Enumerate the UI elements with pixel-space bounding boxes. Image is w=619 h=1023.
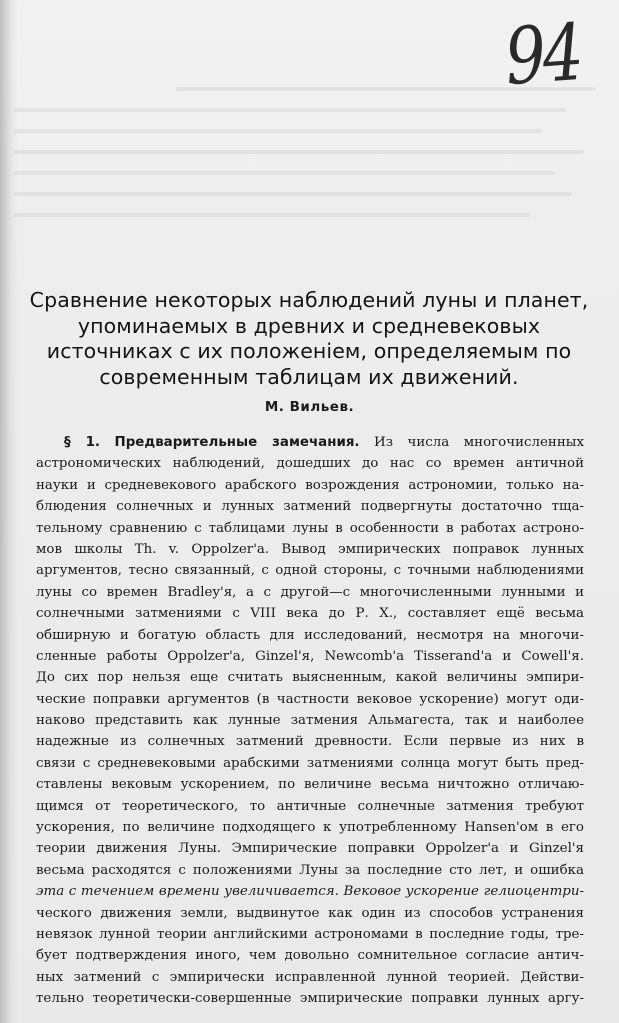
body-line: астрономических наблюдений, дошедших до нас со времен античной [36,456,584,472]
handwritten-page-number: 94 [501,8,583,104]
body-line-text: Из числа многочисленных [374,435,584,450]
author: М. Вильев. [264,399,355,415]
body-line: обширную и богатую область для исследований, несмотря на многочи- [36,627,584,643]
body-line: ставлены вековым ускорением, по величине весьма ничтожно отличаю- [36,777,584,793]
section-heading: Предварительные замечания. [114,435,360,450]
body-line: тельно теоретически-совершенные эмпирические поправки лунных аргу- [36,991,584,1007]
body-line [36,432,584,453]
body-line: щимся от теоретического, то античные солнечные затмения требуют [36,798,584,814]
body-line: блюдения солнечных и лунных затмений подвергнуты достаточно тща- [36,499,584,515]
body-line: надежные из солнечных затмений древности. Если первые из них в [36,734,584,750]
body-line: мов школы Th. v. Oppolzer'a. Вывод эмпирических поправок лунных [36,541,584,557]
body-line: бует подтверждения иного, чем довольно сомнительное согласие антич- [36,948,584,964]
body-line: До сих пор нельзя еще считать выясненным, какой величины эмпири- [36,670,584,686]
article-body [36,432,584,1010]
body-line: ускорения, по величине подходящего к употребленному Hansen'ом в его [36,820,584,836]
body-line: весьма расходятся с положениями Луны за последние сто лет, и ошибка [36,862,584,878]
body-line: невязок лунной теории английскими астрономами в последние годы, тре- [36,926,584,942]
body-line: теории движения Луны. Эмпирические поправки Oppolzer'a и Ginzel'я [36,841,584,857]
body-line: наково представить как лунные затмения Альмагеста, так и наиболее [36,713,584,729]
body-line: ческие поправки аргументов (в частности вековое ускорение) могут оди- [36,691,584,707]
section-number: § 1. [64,435,100,450]
body-line: связи с средневековыми арабскими затмениями солнца могут быть пред- [36,755,584,771]
article-title: Сравнение некоторых наблюдений луны и планет, упоминаемых в древних и средневековых источниках с их положеніем, определяемым по современным таблицам их движений. [29,288,589,389]
body-line: солнечными затмениями с VIII века до Р. Х., составляет ещё весьма [36,606,584,622]
body-line: аргументов, тесно связанный, с одной стороны, с точными наблюдениями [36,563,584,579]
bleed-through-text [8,70,608,260]
body-line: луны со времен Bradley'я, а с другой—с многочисленными лунными и [36,584,584,600]
body-line: сленные работы Oppolzer'a, Ginzel'я, Newcomb'a Tisserand'a и Cowell'я. [36,648,584,664]
body-line: науки и средневекового арабского возрождения астрономии, только на- [36,477,584,493]
body-line: тельному сравнению с таблицами луны в особенности в работах астроно- [36,520,584,536]
body-line: эта с течением времени увеличивается. Вековое ускорение гелиоцентри- [36,884,584,900]
body-line: ных затмений с эмпирически исправленной лунной теорией. Действи- [36,969,584,985]
body-line: ческого движения земли, выдвинутое как один из способов устранения [36,905,584,921]
